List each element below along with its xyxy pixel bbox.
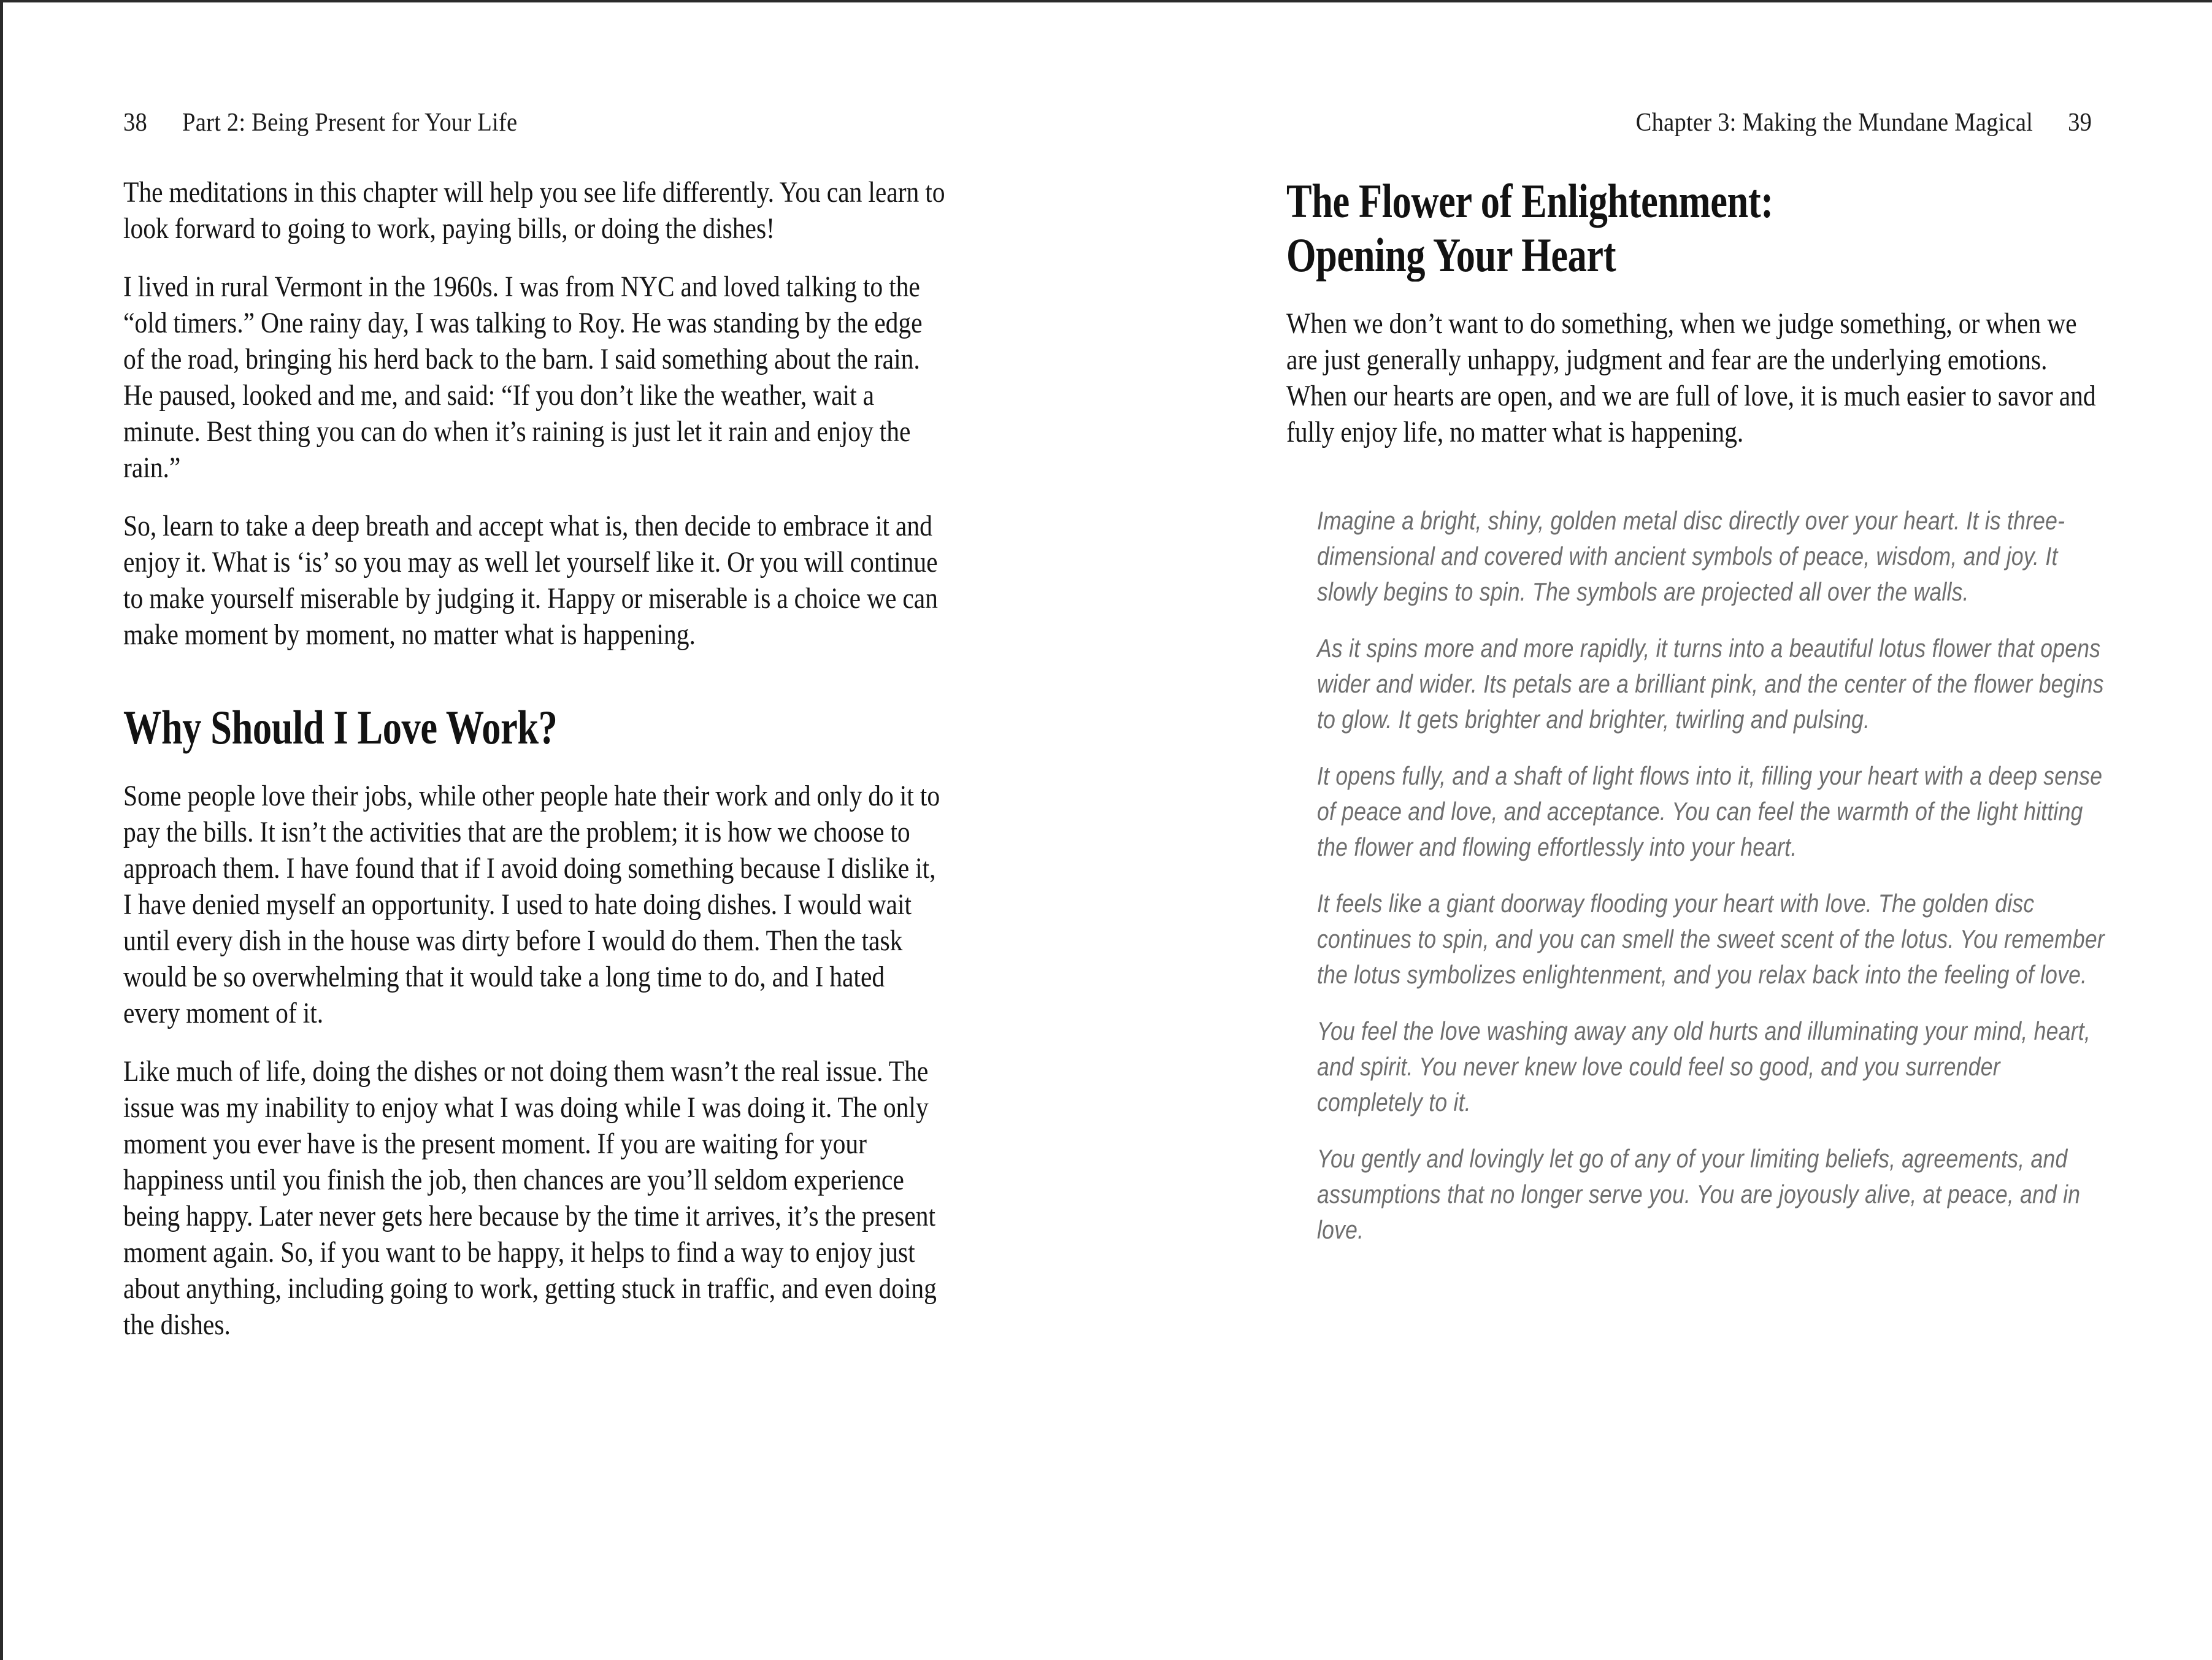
paragraph: Some people love their jobs, while other people hate their work and only do it to pay the bills. It isn’t the activities that are the problem; it is how we choose to approach them. I have found that if I avoid doing something because I dislike it, I have denied myself an opportunity. I used to hate doing dishes. I would wait until every dish in the house was dirty before I would do them. Then the task would be so overwhelming that it would take a long time to do, and I hated every moment of it. — [123, 780, 940, 1029]
running-head-title-left: Part 2: Being Present for Your Life — [182, 109, 518, 137]
paragraph: I lived in rural Vermont in the 1960s. I was from NYC and loved talking to the “old timers.” One rainy day, I was talking to Roy. He was standing by the edge of the road, bringing his herd back to the barn. I said something about the rain. He paused, looked and me, and said: “If you don’t like the weather, wait a minute. Best thing you can do when it’s raining is just let it rain and enjoy the rain.” — [123, 271, 923, 484]
section-heading-line-2: Opening Your Heart — [1286, 228, 1616, 282]
guided-meditation-block — [1286, 503, 2108, 1248]
paragraph: Like much of life, doing the dishes or not doing them wasn’t the real issue. The issue was my inability to enjoy what I was doing while I was doing it. The only moment you ever have is the present moment. If you are waiting for your happiness until you finish the job, then chances are you’ll seldom experience being happy. Later never gets here because by the time it arrives, it’s the present moment again. So, if you want to be happy, it helps to find a way to enjoy just about anything, including going to work, getting stuck in traffic, and even doing the dishes. — [123, 1055, 937, 1341]
meditation-paragraph: You gently and lovingly let go of any of your limiting beliefs, agreements, and assumptions that no longer serve you. You are joyously alive, at peace, and in love. — [1317, 1144, 2081, 1244]
paragraph: When we don’t want to do something, when we judge something, or when we are just generally unhappy, judgment and fear are the underlying emotions. When our hearts are open, and we are full of love, it is much easier to savor and fully enjoy life, no matter what is happening. — [1286, 307, 2096, 448]
running-head-title-right: Chapter 3: Making the Mundane Magical — [1635, 109, 2033, 137]
running-head-left — [123, 108, 517, 137]
section-heading-line-1: The Flower of Enlightenment: — [1286, 174, 1773, 228]
running-head-right — [1636, 108, 2092, 137]
meditation-paragraph: As it spins more and more rapidly, it turns into a beautiful lotus flower that opens wider and wider. Its petals are a brilliant pink, and the center of the flower begins to glow. It gets brighter and brighter, twirling and pulsing. — [1317, 634, 2104, 734]
paragraph: So, learn to take a deep breath and accept what is, then decide to embrace it and enjoy it. What is ‘is’ so you may as well let yourself like it. Or you will continue to make yourself miserable by judging it. Happy or miserable is a choice we can make moment by moment, no matter what is happening. — [123, 510, 938, 651]
meditation-paragraph: Imagine a bright, shiny, golden metal disc directly over your heart. It is three-dimensional and covered with ancient symbols of peace, wisdom, and joy. It slowly begins to spin. The symbols are projected all over the walls. — [1317, 506, 2065, 606]
page-number-right: 39 — [2067, 109, 2092, 137]
meditation-paragraph: It feels like a giant doorway flooding your heart with love. The golden disc continues to spin, and you can smell the sweet scent of the lotus. You remember the lotus symbolizes enlightenment, and you relax back into the feeling of love. — [1317, 889, 2105, 989]
section-heading-why-should-i-love-work: Why Should I Love Work? — [123, 701, 558, 754]
section-heading-flower-of-enlightenment — [1286, 174, 2108, 282]
left-page-text-column — [123, 174, 945, 1343]
page-number-left: 38 — [123, 109, 148, 137]
meditation-paragraph: It opens fully, and a shaft of light flows into it, filling your heart with a deep sense of peace and love, and acceptance. You can feel the warmth of the light hitting the flower and flowing effortlessly into your heart. — [1317, 761, 2103, 861]
paragraph: The meditations in this chapter will help you see life differently. You can learn to look forward to going to work, paying bills, or doing the dishes! — [123, 176, 945, 245]
right-page-text-column — [1286, 174, 2108, 1248]
meditation-paragraph: You feel the love washing away any old hurts and illuminating your mind, heart, and spirit. You never knew love could feel so good, and you surrender completely to it. — [1317, 1016, 2091, 1116]
